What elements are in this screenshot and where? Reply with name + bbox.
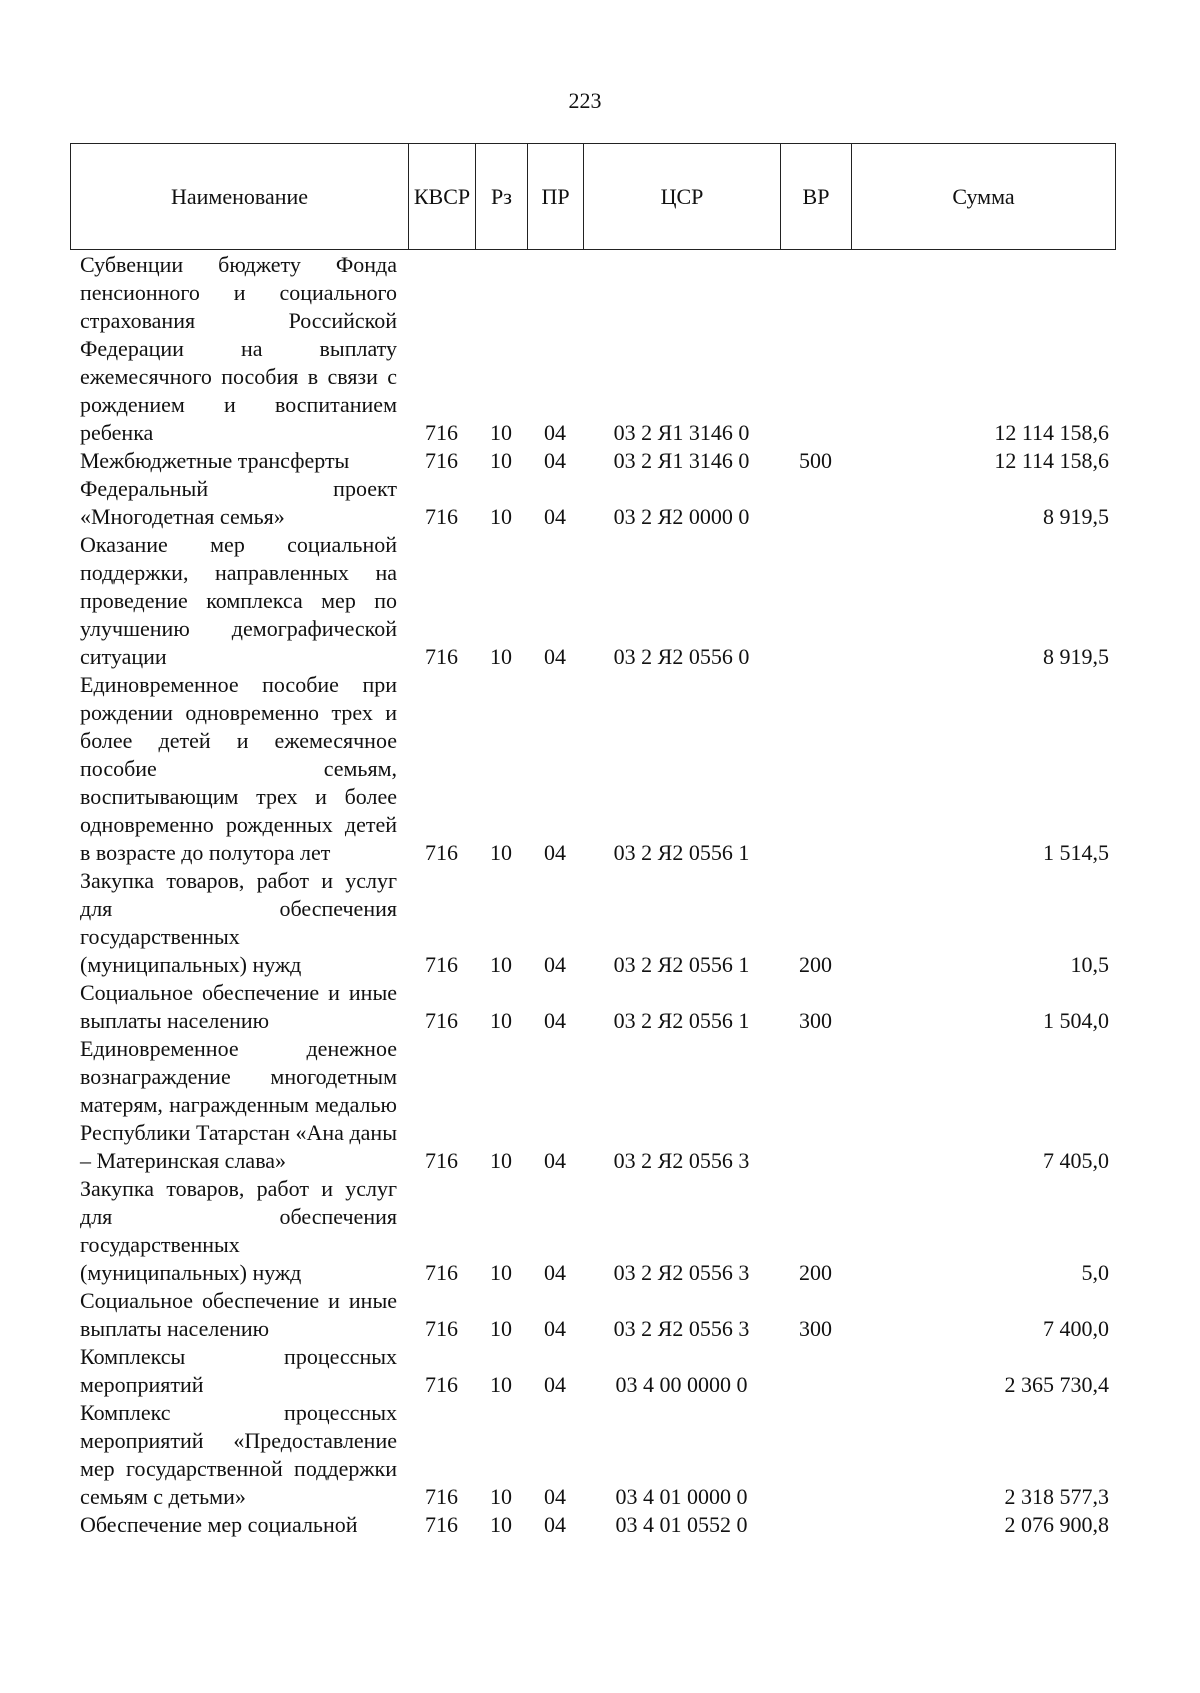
table-row: [70, 1511, 1115, 1539]
column-header-rz: Рз: [476, 144, 528, 250]
cell-kvsr: 716: [425, 448, 458, 473]
cell-kvsr: 716: [425, 1512, 458, 1537]
cell-vr: [780, 475, 851, 531]
cell-vr: 200: [799, 1260, 832, 1285]
cell-sum: 5,0: [1081, 1260, 1109, 1285]
cell-name: Социальное обеспечение и иные выплаты населению: [80, 1288, 397, 1341]
cell-rz: 10: [490, 952, 512, 977]
cell-rz: 10: [490, 1316, 512, 1341]
table-row: [70, 671, 1115, 867]
table-row: [70, 251, 1115, 447]
table-row: [70, 867, 1115, 979]
table-row: [70, 475, 1115, 531]
column-header-kvsr: КВСР: [409, 144, 476, 250]
cell-vr: 300: [799, 1008, 832, 1033]
cell-rz: 10: [490, 448, 512, 473]
cell-kvsr: 716: [425, 1484, 458, 1509]
cell-sum: 8 919,5: [1043, 504, 1109, 529]
cell-name: Федеральный проект «Многодетная семья»: [80, 476, 397, 529]
cell-vr: 300: [799, 1316, 832, 1341]
cell-kvsr: 716: [425, 504, 458, 529]
cell-vr: [780, 1343, 851, 1399]
cell-kvsr: 716: [425, 1148, 458, 1173]
cell-rz: 10: [490, 840, 512, 865]
cell-rz: 10: [490, 1512, 512, 1537]
cell-name: Единовременное пособие при рождении одновременно трех и более детей и ежемесячное пособие семьям, воспитывающим трех и более одновременно рожденных детей в возрасте до полутора лет: [80, 672, 397, 865]
cell-sum: 10,5: [1070, 952, 1109, 977]
cell-pr: 04: [544, 644, 566, 669]
cell-rz: 10: [490, 1148, 512, 1173]
table-row: [70, 1343, 1115, 1399]
cell-kvsr: 716: [425, 840, 458, 865]
cell-csr: 03 2 Я2 0556 1: [613, 840, 750, 865]
cell-csr: 03 2 Я2 0556 0: [613, 644, 750, 669]
cell-sum: 8 919,5: [1043, 644, 1109, 669]
cell-rz: 10: [490, 1484, 512, 1509]
cell-pr: 04: [544, 1484, 566, 1509]
cell-pr: 04: [544, 1372, 566, 1397]
cell-csr: 03 2 Я1 3146 0: [613, 420, 750, 445]
column-header-sum: Сумма: [852, 144, 1116, 250]
cell-pr: 04: [544, 448, 566, 473]
cell-sum: 12 114 158,6: [994, 448, 1109, 473]
cell-rz: 10: [490, 420, 512, 445]
column-header-name: Наименование: [71, 144, 409, 250]
cell-sum: 2 365 730,4: [1004, 1372, 1109, 1397]
cell-pr: 04: [544, 420, 566, 445]
cell-kvsr: 716: [425, 952, 458, 977]
cell-csr: 03 2 Я1 3146 0: [613, 448, 750, 473]
cell-vr: [780, 251, 851, 447]
cell-vr: [780, 531, 851, 671]
cell-rz: 10: [490, 644, 512, 669]
cell-csr: 03 2 Я2 0556 3: [613, 1148, 750, 1173]
cell-sum: 7 400,0: [1043, 1316, 1109, 1341]
cell-csr: 03 4 01 0000 0: [615, 1484, 748, 1509]
table-header: [70, 143, 1116, 250]
cell-vr: 200: [799, 952, 832, 977]
cell-sum: 2 076 900,8: [1004, 1512, 1109, 1537]
cell-name: Обеспечение мер социальной: [80, 1512, 358, 1537]
cell-csr: 03 2 Я2 0556 1: [613, 952, 750, 977]
cell-csr: 03 2 Я2 0556 3: [613, 1260, 750, 1285]
cell-name: Социальное обеспечение и иные выплаты населению: [80, 980, 397, 1033]
cell-pr: 04: [544, 1260, 566, 1285]
cell-pr: 04: [544, 952, 566, 977]
cell-pr: 04: [544, 1008, 566, 1033]
page-number: 223: [568, 88, 602, 113]
cell-sum: 2 318 577,3: [1004, 1484, 1109, 1509]
cell-pr: 04: [544, 840, 566, 865]
cell-sum: 1 504,0: [1043, 1008, 1109, 1033]
table-row: [70, 1399, 1115, 1511]
cell-csr: 03 2 Я2 0556 1: [613, 1008, 750, 1033]
cell-vr: [780, 1511, 851, 1539]
cell-sum: 1 514,5: [1043, 840, 1109, 865]
cell-csr: 03 2 Я2 0556 3: [613, 1316, 750, 1341]
cell-pr: 04: [544, 1512, 566, 1537]
cell-kvsr: 716: [425, 1260, 458, 1285]
table-row: [70, 1287, 1115, 1343]
cell-name: Комплексы процессных мероприятий: [80, 1344, 397, 1397]
cell-rz: 10: [490, 1372, 512, 1397]
column-header-pr: ПР: [528, 144, 584, 250]
table-row: [70, 979, 1115, 1035]
column-header-vr: ВР: [781, 144, 852, 250]
cell-name: Субвенции бюджету Фонда пенсионного и социального страхования Российской Федерации на выплату ежемесячного пособия в связи с рождением и воспитанием ребенка: [80, 252, 397, 445]
cell-sum: 7 405,0: [1043, 1148, 1109, 1173]
cell-csr: 03 4 01 0552 0: [615, 1512, 748, 1537]
cell-kvsr: 716: [425, 644, 458, 669]
cell-kvsr: 716: [425, 1372, 458, 1397]
cell-vr: 500: [799, 448, 832, 473]
table-row: [70, 531, 1115, 671]
cell-rz: 10: [490, 504, 512, 529]
cell-kvsr: 716: [425, 1008, 458, 1033]
cell-csr: 03 2 Я2 0000 0: [613, 504, 750, 529]
cell-vr: [780, 1399, 851, 1511]
cell-rz: 10: [490, 1008, 512, 1033]
cell-kvsr: 716: [425, 1316, 458, 1341]
table-row: [70, 447, 1115, 475]
cell-name: Закупка товаров, работ и услуг для обеспечения государственных (муниципальных) нужд: [80, 868, 397, 977]
budget-table: [70, 251, 1115, 1539]
table-row: [70, 1035, 1115, 1175]
cell-kvsr: 716: [425, 420, 458, 445]
cell-rz: 10: [490, 1260, 512, 1285]
cell-csr: 03 4 00 0000 0: [615, 1372, 748, 1397]
cell-pr: 04: [544, 1316, 566, 1341]
cell-vr: [780, 671, 851, 867]
cell-sum: 12 114 158,6: [994, 420, 1109, 445]
cell-vr: [780, 1035, 851, 1175]
cell-name: Закупка товаров, работ и услуг для обеспечения государственных (муниципальных) нужд: [80, 1176, 397, 1285]
cell-name: Единовременное денежное вознаграждение многодетным матерям, награжденным медалью Республики Татарстан «Ана даны – Материнская слава»: [80, 1036, 397, 1173]
column-header-csr: ЦСР: [584, 144, 781, 250]
cell-pr: 04: [544, 1148, 566, 1173]
cell-name: Межбюджетные трансферты: [80, 448, 350, 473]
cell-name: Оказание мер социальной поддержки, направленных на проведение комплекса мер по улучшению демографической ситуации: [80, 532, 397, 669]
table-row: [70, 1175, 1115, 1287]
cell-pr: 04: [544, 504, 566, 529]
cell-name: Комплекс процессных мероприятий «Предоставление мер государственной поддержки семьям с детьми»: [80, 1400, 397, 1509]
